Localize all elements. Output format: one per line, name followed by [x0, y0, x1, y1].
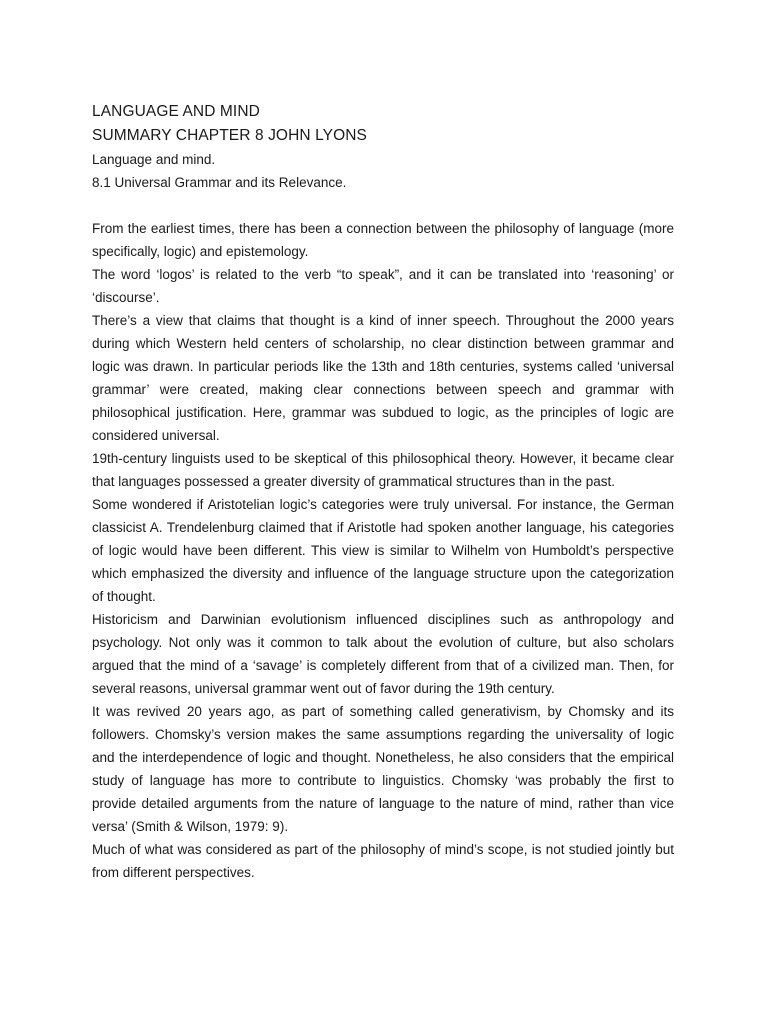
paragraph: There’s a view that claims that thought is a kind of inner speech. Throughout the 2000 years during which Western held centers of scholarship, no clear distinction between grammar and logic was drawn. In particular periods like the 13th and 18th centuries, systems called ‘universal grammar’ were created, making clear connections between speech and grammar with philosophical justification. Here, grammar was subdued to logic, as the principles of logic are considered universal.: [92, 313, 674, 443]
document-title: LANGUAGE AND MIND: [92, 103, 260, 120]
paragraph: It was revived 20 years ago, as part of something called generativism, by Chomsky and its followers. Chomsky’s version makes the same assumptions regarding the universality of logic and the interdependence of logic and thought. Nonetheless, he also considers that the empirical study of language has more to contribute to linguistics. Chomsky ‘was probably the first to provide detailed arguments from the nature of language to the nature of mind, rather than vice versa’ (Smith & Wilson, 1979: 9).: [92, 704, 674, 834]
document-page: [92, 100, 674, 884]
paragraph: The word ‘logos’ is related to the verb “to speak”, and it can be translated into ‘reasoning’ or ‘discourse’.: [92, 267, 674, 305]
paragraph: Some wondered if Aristotelian logic’s categories were truly universal. For instance, the German classicist A. Trendelenburg claimed that if Aristotle had spoken another language, his categories of logic would have been different. This view is similar to Wilhelm von Humboldt’s perspective which emphasized the diversity and influence of the language structure upon the categorization of thought.: [92, 497, 674, 604]
paragraph: Historicism and Darwinian evolutionism influenced disciplines such as anthropology and psychology. Not only was it common to talk about the evolution of culture, but also scholars argued that the mind of a ‘savage’ is completely different from that of a civilized man. Then, for several reasons, universal grammar went out of favor during the 19th century.: [92, 612, 674, 696]
document-subtitle: SUMMARY CHAPTER 8 JOHN LYONS: [92, 127, 367, 144]
blank-line: [92, 194, 674, 217]
paragraph: 19th-century linguists used to be skeptical of this philosophical theory. However, it became clear that languages possessed a greater diversity of grammatical structures than in the past.: [92, 451, 674, 489]
section-heading: 8.1 Universal Grammar and its Relevance.: [92, 175, 347, 190]
section-label: Language and mind.: [92, 152, 216, 167]
paragraph: Much of what was considered as part of the philosophy of mind’s scope, is not studied jointly but from different perspectives.: [92, 842, 674, 880]
paragraph: From the earliest times, there has been a connection between the philosophy of language (more specifically, logic) and epistemology.: [92, 221, 674, 259]
